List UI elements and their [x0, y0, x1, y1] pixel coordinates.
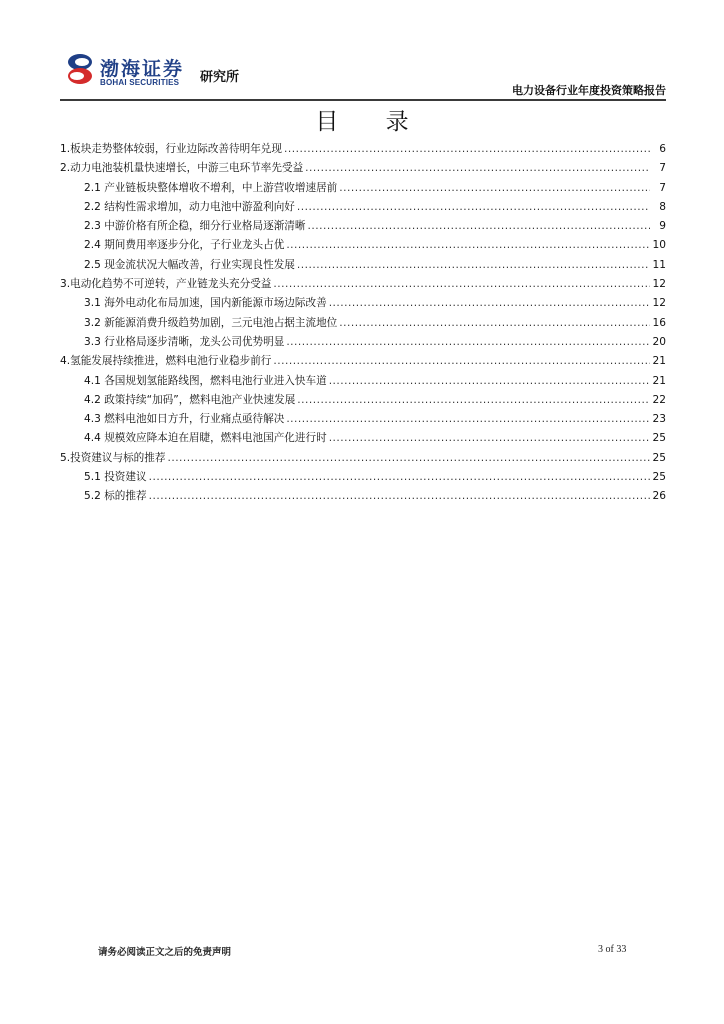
toc-dot-leader [286, 236, 650, 255]
toc-dot-leader [149, 487, 650, 506]
toc-entry[interactable] [60, 294, 666, 313]
toc-entry-page-number: 10 [652, 239, 666, 252]
toc-entry-page-number: 26 [652, 490, 666, 503]
toc-entry-page-number: 21 [652, 355, 666, 368]
footer-page-indicator: 3 of 33 [598, 944, 627, 955]
toc-dot-leader [329, 429, 650, 448]
toc-entry-page-number: 22 [652, 393, 666, 406]
toc-dot-leader [305, 159, 650, 178]
toc-entry[interactable] [60, 468, 666, 487]
toc-dot-leader [167, 449, 650, 468]
toc-entry[interactable] [60, 217, 666, 236]
toc-entry-title: 4.1 各国规划氢能路线图，燃料电池行业进入快车道 [84, 374, 327, 387]
toc-entry[interactable] [60, 236, 666, 255]
toc-entry-title: 4.氢能发展持续推进，燃料电池行业稳步前行 [60, 355, 272, 368]
toc-dot-leader [329, 294, 650, 313]
toc-entry[interactable] [60, 256, 666, 275]
toc-entry[interactable] [60, 352, 666, 371]
toc-entry-page-number: 11 [652, 258, 666, 271]
toc-entry[interactable] [60, 198, 666, 217]
toc-entry-page-number: 12 [652, 278, 666, 291]
toc-entry-title: 1.板块走势整体较弱，行业边际改善待明年兑现 [60, 143, 282, 155]
toc-entry-title: 2.2 结构性需求增加，动力电池中游盈利向好 [84, 200, 295, 213]
toc-dot-leader [297, 256, 650, 275]
toc-dot-leader [329, 372, 650, 391]
toc-entry[interactable] [60, 449, 666, 468]
toc-heading: 目 录 [315, 109, 429, 135]
toc-dot-leader [286, 333, 650, 352]
toc-entry-page-number: 25 [652, 432, 666, 445]
toc-dot-leader [149, 468, 650, 487]
toc-entry-title: 5.1 投资建议 [84, 471, 147, 484]
toc-entry-title: 3.2 新能源消费升级趋势加剧，三元电池占据主流地位 [84, 316, 338, 329]
toc-entry-page-number: 23 [652, 413, 666, 426]
toc-entry[interactable] [60, 391, 666, 410]
toc-entry[interactable] [60, 333, 666, 352]
toc-entry[interactable] [60, 159, 666, 178]
institute-label: 研究所 [200, 70, 240, 85]
page-header [60, 40, 666, 98]
toc-entry-page-number: 6 [659, 143, 666, 155]
logo-english-name: BOHAI SECURITIES [100, 78, 180, 87]
toc-entry-page-number: 21 [652, 374, 666, 387]
toc-dot-leader [297, 198, 650, 217]
toc-entry-title: 3.电动化趋势不可逆转，产业链龙头充分受益 [60, 278, 272, 291]
toc-entry-page-number: 9 [659, 220, 666, 233]
toc-entry-title: 3.3 行业格局逐步清晰，龙头公司优势明显 [84, 335, 285, 348]
toc-entry-title: 2.1 产业链板块整体增收不增利，中上游营收增速居前 [84, 181, 338, 194]
toc-entry-title: 2.动力电池装机量快速增长，中游三电环节率先受益 [60, 162, 304, 175]
toc-entry[interactable] [60, 179, 666, 198]
toc-entry-page-number: 7 [659, 162, 666, 175]
toc-entry-page-number: 25 [652, 471, 666, 484]
toc-dot-leader [273, 352, 650, 371]
toc-entry[interactable] [60, 372, 666, 391]
toc-entry-title: 2.3 中游价格有所企稳，细分行业格局逐渐清晰 [84, 220, 306, 233]
toc-dot-leader [339, 179, 650, 198]
toc-dot-leader [284, 140, 650, 159]
toc-entry[interactable] [60, 410, 666, 429]
toc-entry-page-number: 25 [652, 451, 666, 464]
toc-entry-title: 2.5 现金流状况大幅改善，行业实现良性发展 [84, 258, 295, 271]
toc-entry-page-number: 8 [659, 200, 666, 213]
toc-entry[interactable] [60, 429, 666, 448]
toc-entry-title: 4.3 燃料电池如日方升，行业痛点亟待解决 [84, 413, 285, 426]
header-divider [60, 99, 666, 101]
toc-dot-leader [273, 275, 650, 294]
toc-entry-page-number: 7 [659, 181, 666, 194]
bohai-logo-icon [66, 52, 94, 86]
toc-entry-title: 4.2 政策持续“加码”，燃料电池产业快速发展 [84, 393, 296, 406]
logo-chinese-name: 渤海证券 [100, 58, 185, 80]
toc-dot-leader [308, 217, 651, 236]
toc-entry-title: 5.投资建议与标的推荐 [60, 451, 166, 464]
toc-entry-title: 5.2 标的推荐 [84, 490, 147, 503]
toc-entry-title: 3.1 海外电动化布局加速，国内新能源市场边际改善 [84, 297, 327, 310]
toc-entry-title: 2.4 期间费用率逐步分化，子行业龙头占优 [84, 239, 285, 252]
toc-dot-leader [286, 410, 650, 429]
toc-entry-page-number: 16 [652, 316, 666, 329]
toc-entry[interactable] [60, 275, 666, 294]
toc-dot-leader [339, 314, 650, 333]
toc-entry[interactable] [60, 487, 666, 506]
toc-entry-title: 4.4 规模效应降本迫在眉睫，燃料电池国产化进行时 [84, 432, 327, 445]
toc-entry-page-number: 12 [652, 297, 666, 310]
table-of-contents [60, 140, 666, 507]
toc-entry[interactable] [60, 314, 666, 333]
report-title: 电力设备行业年度投资策略报告 [512, 84, 666, 97]
toc-dot-leader [297, 391, 650, 410]
toc-entry-page-number: 20 [652, 335, 666, 348]
footer-disclaimer: 请务必阅读正文之后的免责声明 [98, 947, 232, 958]
toc-entry[interactable] [60, 140, 666, 159]
